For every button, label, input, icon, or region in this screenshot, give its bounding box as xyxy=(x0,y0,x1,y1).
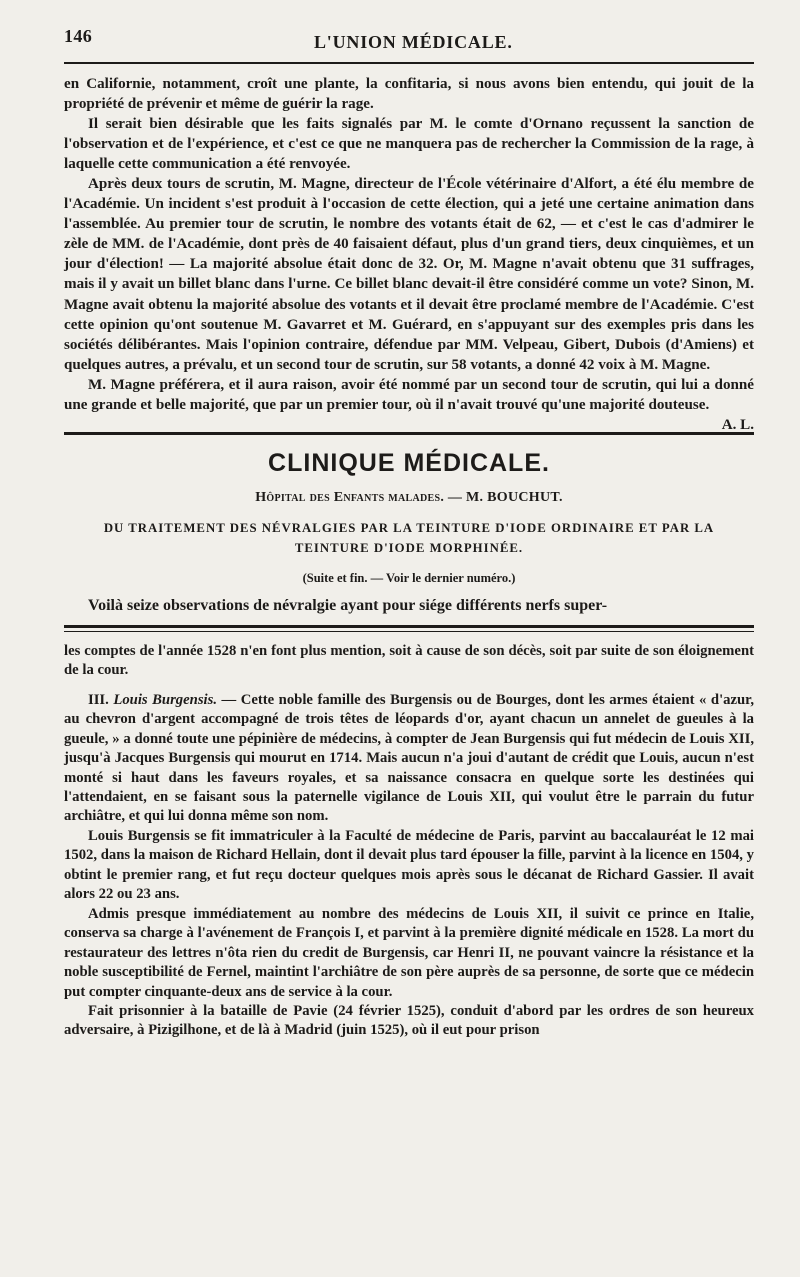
feuilleton-paragraph-5: Fait prisonnier à la bataille de Pavie (24 février 1525), conduit d'abord par les ordres de son heureux adversaire, à Pizigilhone, et de là à Madrid (juin 1525), où il eut pour prison xyxy=(64,1002,754,1039)
page-header xyxy=(64,26,754,64)
academy-report xyxy=(64,74,754,433)
feuilleton-paragraph-1: les comptes de l'année 1528 n'en font plus mention, soit à cause de son décès, soit par suite de son éloignement de la cour. xyxy=(64,642,754,679)
report-paragraph-3: Après deux tours de scrutin, M. Magne, directeur de l'École vétérinaire d'Alfort, a été élu membre de l'Académie. Un incident s'est produit à l'occasion de cette élection, qui a jeté une certaine animation dans l'assemblée. Au premier tour de scrutin, le nombre des votants était de 62, — et c'est le cas d'admirer le zèle de MM. de l'Académie, dont près de 40 faisaient défaut, plus d'un grand tiers, deux cinquièmes, et un jour d'élection! — La majorité absolue était donc de 32. Or, M. Magne n'avait obtenu que 31 suffrages, mais il y avait un billet blanc dans l'urne. Ce billet blanc devait-il être considéré comme un vote? Sinon, M. Magne avait obtenu la majorité absolue des votants et il devait être proclamé membre de l'Académie. C'est cette opinion qu'ont soutenue M. Gavarret et M. Guérard, en s'appuyant sur des exemples pris dans les sociétés délibérantes. Mais l'opinion contraire, défendue par MM. Velpeau, Gibert, Dubois (d'Amiens) et quelques autres, a prévalu, et un second tour de scrutin, sur 58 votants, a donné 42 voix à M. Magne. xyxy=(64,176,754,373)
feuilleton-divider xyxy=(64,625,754,632)
section-title: CLINIQUE MÉDICALE. xyxy=(268,448,550,477)
feuilleton-section xyxy=(64,642,754,1041)
report-paragraph-4 xyxy=(64,375,754,433)
report-paragraph-1: en Californie, notamment, croît une plante, la confitaria, si nous avons bien entendu, qui jouit de la propriété de prévenir et même de guérir la rage. xyxy=(64,76,754,113)
hospital-name: Hôpital des Enfants malades. — M. BOUCHUT. xyxy=(255,489,563,505)
feuilleton-paragraph-2-text: — Cette noble famille des Burgensis ou de Bourges, dont les armes étaient « d'azur, au chevron d'argent accompagné de trois têtes de léopards d'or, ayant chacun un annelet de gueules à la gueule, » a donné toute une pépinière de médecins, à compter de Jean Burgensis qui fut médecin de Louis XII, jusqu'à Jacques Burgensis qui mourut en 1714. Mais aucun n'a joui d'autant de crédit que Louis, aucun n'est monté si haut dans les faveurs royales, et sa naissance consacra en quelque sorte les destinées qui l'attendaient, en se faisant sous la paternelle vigilance de Louis XII, qui voulut être le parrain du futur archiâtre, et qui lui donna même son nom. xyxy=(64,691,755,825)
running-title: L'UNION MÉDICALE. xyxy=(314,32,513,52)
section-subtitle-line-2: TEINTURE D'IODE MORPHINÉE. xyxy=(294,540,524,555)
page-content xyxy=(64,26,754,1041)
continuation-note: (Suite et fin. — Voir le dernier numéro.) xyxy=(302,570,516,585)
hospital-line xyxy=(64,489,754,507)
section-divider xyxy=(64,432,754,435)
section-subtitle-line-1: DU TRAITEMENT DES NÉVRALGIES PAR LA TEINTURE D'IODE ORDINAIRE ET PAR LA xyxy=(103,520,715,535)
feuilleton-paragraph-3: Louis Burgensis se fit immatriculer à la Faculté de médecine de Paris, parvint au baccalauréat le 12 mai 1502, dans la maison de Richard Hellain, dont il devait plus tard épouser la fille, parvint à la licence en 1504, y obtint le premier rang, et fut reçu docteur quelques mois après sous le décanat de Richard Gassier. Il avait alors 22 ou 23 ans. xyxy=(64,827,754,903)
author-signature: A. L. xyxy=(721,416,754,433)
section-number: III. xyxy=(88,691,109,708)
report-paragraph-4-text: M. Magne préférera, et il aura raison, avoir été nommé par un second tour de scrutin, qui lui a donné une grande et belle majorité, que par un premier tour, où il n'avait trouvé qu'une majorité douteuse. xyxy=(64,376,754,413)
feuilleton-paragraph-4: Admis presque immédiatement au nombre des médecins de Louis XII, il suivit ce prince en Italie, conserva sa charge à l'avénement de François I, et parvint à la première dignité médicale en 1528. La mort du restaurateur des lettres n'ôta rien du credit de Burgensis, car Henri II, ne pouvant vaincre la résistance et la noble susceptibilité de Fernel, maintint l'archiâtre de son père auprès de sa personne, de sorte que ce médecin put compter cinquante-deux ans de service à la cour. xyxy=(64,905,754,1000)
report-paragraph-2: Il serait bien désirable que les faits signalés par M. le comte d'Ornano reçussent la sanction de l'observation et de l'expérience, et c'est ce que ne manquera pas de rechercher la Commission de la rage, à laquelle cette communication a été renvoyée. xyxy=(64,116,754,173)
section-lead-text: Voilà seize observations de névralgie ayant pour siége différents nerfs super- xyxy=(88,596,608,614)
clinical-section xyxy=(64,448,754,616)
feuilleton-paragraph-2 xyxy=(64,691,754,827)
person-name: Louis Burgensis. xyxy=(113,691,218,708)
page-number: 146 xyxy=(64,26,93,46)
